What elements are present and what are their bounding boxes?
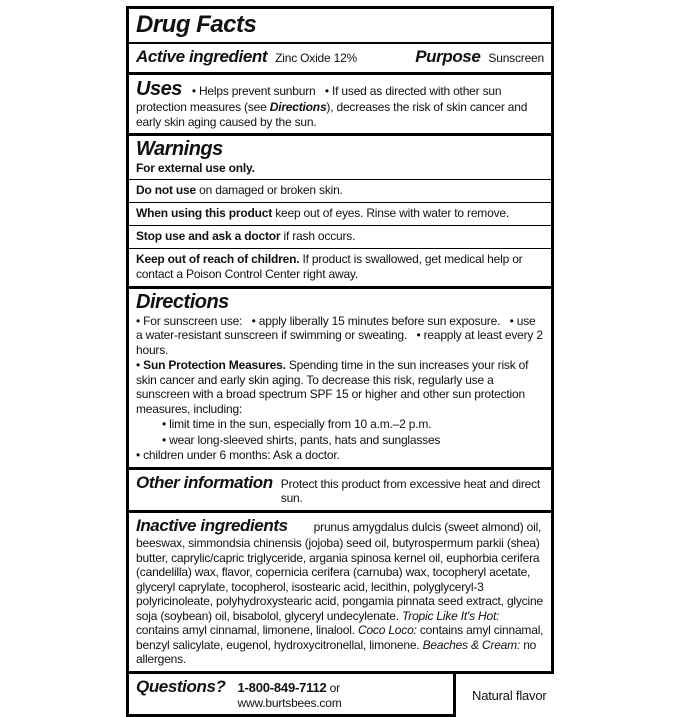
uses-heading: Uses (136, 78, 182, 101)
questions-website: or www.burtsbees.com (237, 680, 342, 710)
directions-sunscreen-use (136, 314, 544, 358)
directions-limit-time: • limit time in the sun, especially from 10 a.m.–2 p.m. (162, 417, 432, 432)
uses-paragraph (136, 78, 544, 129)
drug-facts-main-box (126, 6, 554, 674)
text-segment: For external use only. (136, 161, 255, 176)
active-ingredient-heading: Active ingredient (136, 47, 268, 67)
text-segment: if rash occurs. (280, 229, 356, 244)
purpose-pair (415, 47, 544, 67)
text-segment: Coco Loco: (357, 623, 417, 638)
questions-box (126, 671, 456, 717)
uses-body (136, 84, 527, 129)
text-segment: Tropic Like It's Hot: (402, 608, 500, 623)
text-segment: • For sunscreen use: • apply liberally 15 minutes before sun exposure. • use a water-resistant sunscreen if swimming or sweating. • reapply at least every 2 hours. (136, 313, 543, 357)
text-segment: If product is swallowed, get medical help or contact a Poison Control Center right away. (136, 252, 523, 281)
inactive-ingredients-heading: Inactive ingredients (136, 515, 288, 535)
warning-rule (129, 225, 551, 227)
text-segment: prunus amygdalus dulcis (sweet almond) oil, beeswax, simmondsia chinensis (jojoba) seed oil, butyrospermum parkii (shea) butter, caprylic/capric triglyceride, argania spinosa kernel oil, euphorbia cerifera (candelilla) wax, flavor, copernicia cerifera (carnuba) wax, tocopheryl acetate, glyceryl caprylate, tocopherol, isostearic acid, lecithin, polyglyceryl-3 polyricinoleate, polyhydroxystearic acid, pongamia pinnata seed extract, glycine soja (soybean) oil, bisabolol, glyceryl undecylenate. (136, 519, 543, 623)
text-segment: Do not use (136, 183, 196, 198)
other-information-text: Protect this product from excessive heat and direct sun. (280, 476, 541, 506)
warning-rule (129, 202, 551, 204)
directions-wear-clothing: • wear long-sleeved shirts, pants, hats and sunglasses (162, 432, 441, 447)
text-segment: ), decreases the risk of skin cancer and early skin aging caused by the sun. (136, 100, 528, 129)
other-information-section (129, 470, 551, 510)
text-segment: • Helps prevent sunburn • If used as directed with other sun protection measures (see (136, 84, 502, 115)
warnings-header-block (129, 136, 551, 179)
text-segment: keep out of eyes. Rinse with water to remove. (272, 206, 509, 221)
questions-phone: 1-800-849-7112 (237, 679, 327, 695)
directions-heading: Directions (136, 290, 229, 313)
natural-flavor-note: Natural flavor (472, 688, 547, 704)
warning-keep-out-of-reach (129, 250, 551, 284)
uses-section (129, 75, 551, 133)
text-segment: Spending time in the sun increases your risk of skin cancer and early skin aging. To decrease this risk, regularly use a sunscreen with a broad spectrum SPF 15 or higher and other sun protection measures, including: (136, 358, 529, 416)
directions-children (136, 448, 544, 463)
active-ingredient-row (129, 44, 551, 72)
drug-facts-label (126, 6, 554, 717)
active-ingredient-pair (136, 47, 357, 67)
text-segment: Directions (269, 100, 327, 115)
warning-do-not-use (129, 181, 551, 201)
text-segment: When using this product (136, 206, 273, 221)
warning-rule (129, 248, 551, 250)
purpose-heading: Purpose (415, 47, 481, 67)
other-information-heading: Other information (136, 472, 273, 492)
text-segment: contains amyl cinnamal, limonene, linalool. (136, 623, 358, 638)
questions-heading: Questions? (136, 676, 226, 696)
warning-stop-use (129, 227, 551, 247)
text-segment: • (136, 358, 144, 373)
drug-facts-title: Drug Facts (136, 11, 257, 38)
text-segment: Sun Protection Measures. (143, 358, 286, 373)
warning-rule (129, 179, 551, 181)
warnings-heading: Warnings (136, 138, 223, 161)
directions-section (129, 289, 551, 467)
active-ingredient-value: Zinc Oxide 12% (275, 51, 358, 66)
warning-when-using (129, 204, 551, 224)
text-segment: no allergens. (136, 637, 537, 667)
text-segment: Stop use and ask a doctor (136, 229, 281, 244)
text-segment: • children under 6 months: Ask a doctor. (136, 448, 340, 463)
warning-external-use (136, 161, 544, 176)
questions-contact (238, 680, 446, 710)
bottom-row (126, 674, 554, 717)
text-segment: contains amyl cinnamal, benzyl salicylate, eugenol, hydroxycitronellal, limonene. (136, 623, 544, 652)
text-segment: on damaged or broken skin. (196, 183, 343, 198)
directions-sun-protection (136, 358, 544, 416)
purpose-value: Sunscreen (488, 51, 544, 66)
inactive-ingredients-paragraph (136, 516, 544, 667)
text-segment: Beaches & Cream: (422, 637, 521, 652)
inactive-ingredients-section (129, 513, 551, 671)
text-segment: Keep out of reach of children. (136, 252, 300, 267)
inactive-ingredients-body (136, 520, 543, 667)
